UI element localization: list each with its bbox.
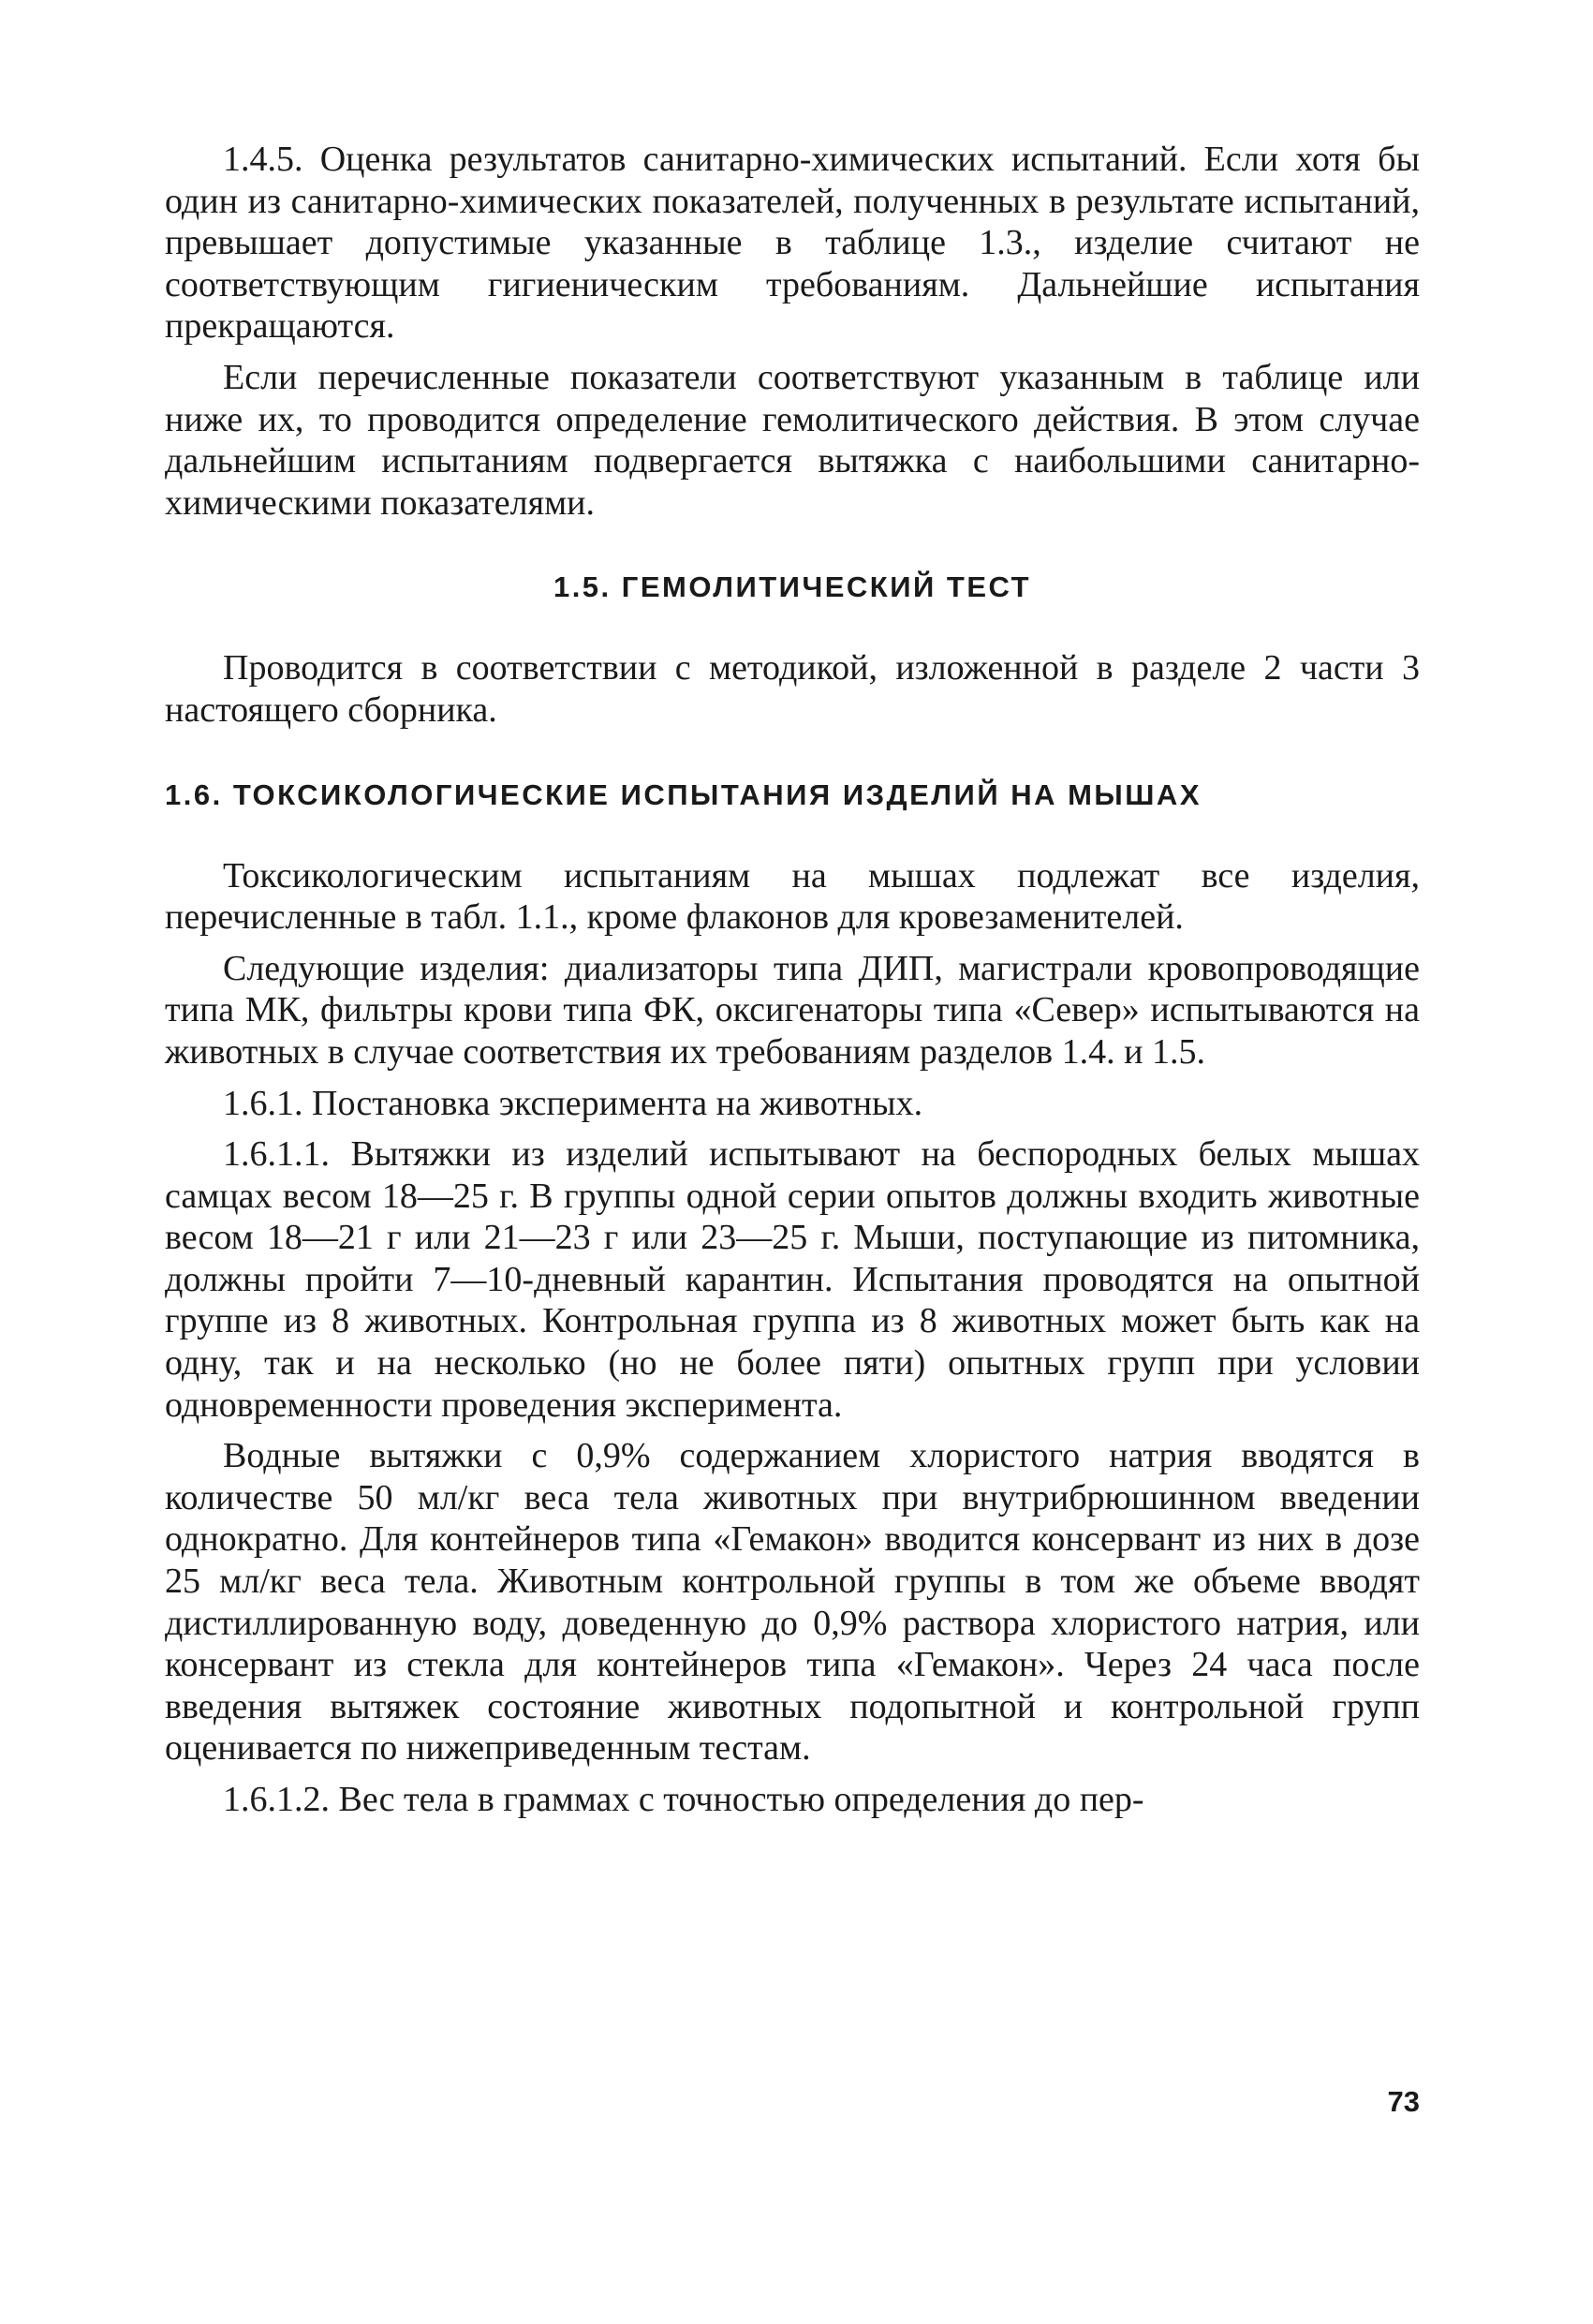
page-number: 73 bbox=[1387, 2085, 1420, 2118]
paragraph-1-4-5: 1.4.5. Оценка результатов санитарно-химических испытаний. Если хотя бы один из санитарно-химических показателей, полученных в результате испытаний, превышает допустимые указанные в таблице 1.3., изделие считают не соответствующим гигиеническим требованиям. Дальнейшие испытания прекращаются. bbox=[165, 140, 1420, 347]
section-heading-1-5: 1.5. ГЕМОЛИТИЧЕСКИЙ ТЕСТ bbox=[553, 570, 1032, 604]
section-heading-1-6: 1.6. ТОКСИКОЛОГИЧЕСКИЕ ИСПЫТАНИЯ ИЗДЕЛИЙ НА МЫШАХ bbox=[165, 777, 1202, 811]
document-page bbox=[165, 139, 1420, 2293]
paragraph-toxicology-scope: Токсикологическим испытаниям на мышах подлежат все изделия, перечисленные в табл. 1.1., кроме флаконов для кровезаменителей. bbox=[165, 855, 1420, 938]
paragraph-indicators: Если перечисленные показатели соответствуют указанным в таблице или ниже их, то проводится определение гемолитического действия. В этом случае дальнейшим испытаниям подвергается вытяжка с наибольшими санитарно-химическими показателями. bbox=[165, 357, 1420, 523]
paragraph-extracts: Водные вытяжки с 0,9% содержанием хлористого натрия вводятся в количестве 50 мл/кг веса тела животных при внутрибрюшинном введении однократно. Для контейнеров типа «Гемакон» вводится консервант из них в дозе 25 мл/кг веса тела. Животным контрольной группы в том же объеме вводят дистиллированную воду, доведенную до 0,9% раствора хлористого натрия, или консервант из стекла для контейнеров типа «Гемакон». Через 24 часа после введения вытяжек состояние животных подопытной и контрольной групп оценивается по нижеприведенным тестам. bbox=[165, 1436, 1420, 1769]
paragraph-devices-list: Следующие изделия: диализаторы типа ДИП, магистрали кровопроводящие типа МК, фильтры крови типа ФК, оксигенаторы типа «Север» испытываются на животных в случае соответствия их требованиям разделов 1.4. и 1.5. bbox=[165, 948, 1420, 1072]
paragraph-1-6-1: 1.6.1. Постановка эксперимента на животных. bbox=[223, 1083, 923, 1123]
paragraph-1-6-1-2: 1.6.1.2. Вес тела в граммах с точностью определения до пер- bbox=[223, 1780, 1144, 1819]
paragraph-1-6-1-1: 1.6.1.1. Вытяжки из изделий испытывают на беспородных белых мышах самцах весом 18—25 г. В группы одной серии опытов должны входить животные весом 18—21 г или 21—23 г или 23—25 г. Мыши, поступающие из питомника, должны пройти 7—10-дневный карантин. Испытания проводятся на опытной группе из 8 животных. Контрольная группа из 8 животных может быть как на одну, так и на несколько (но не более пяти) опытных групп при условии одновременности проведения эксперимента. bbox=[165, 1134, 1420, 1425]
paragraph-hemolytic-test: Проводится в соответствии с методикой, изложенной в разделе 2 части 3 настоящего сборника. bbox=[165, 648, 1420, 730]
